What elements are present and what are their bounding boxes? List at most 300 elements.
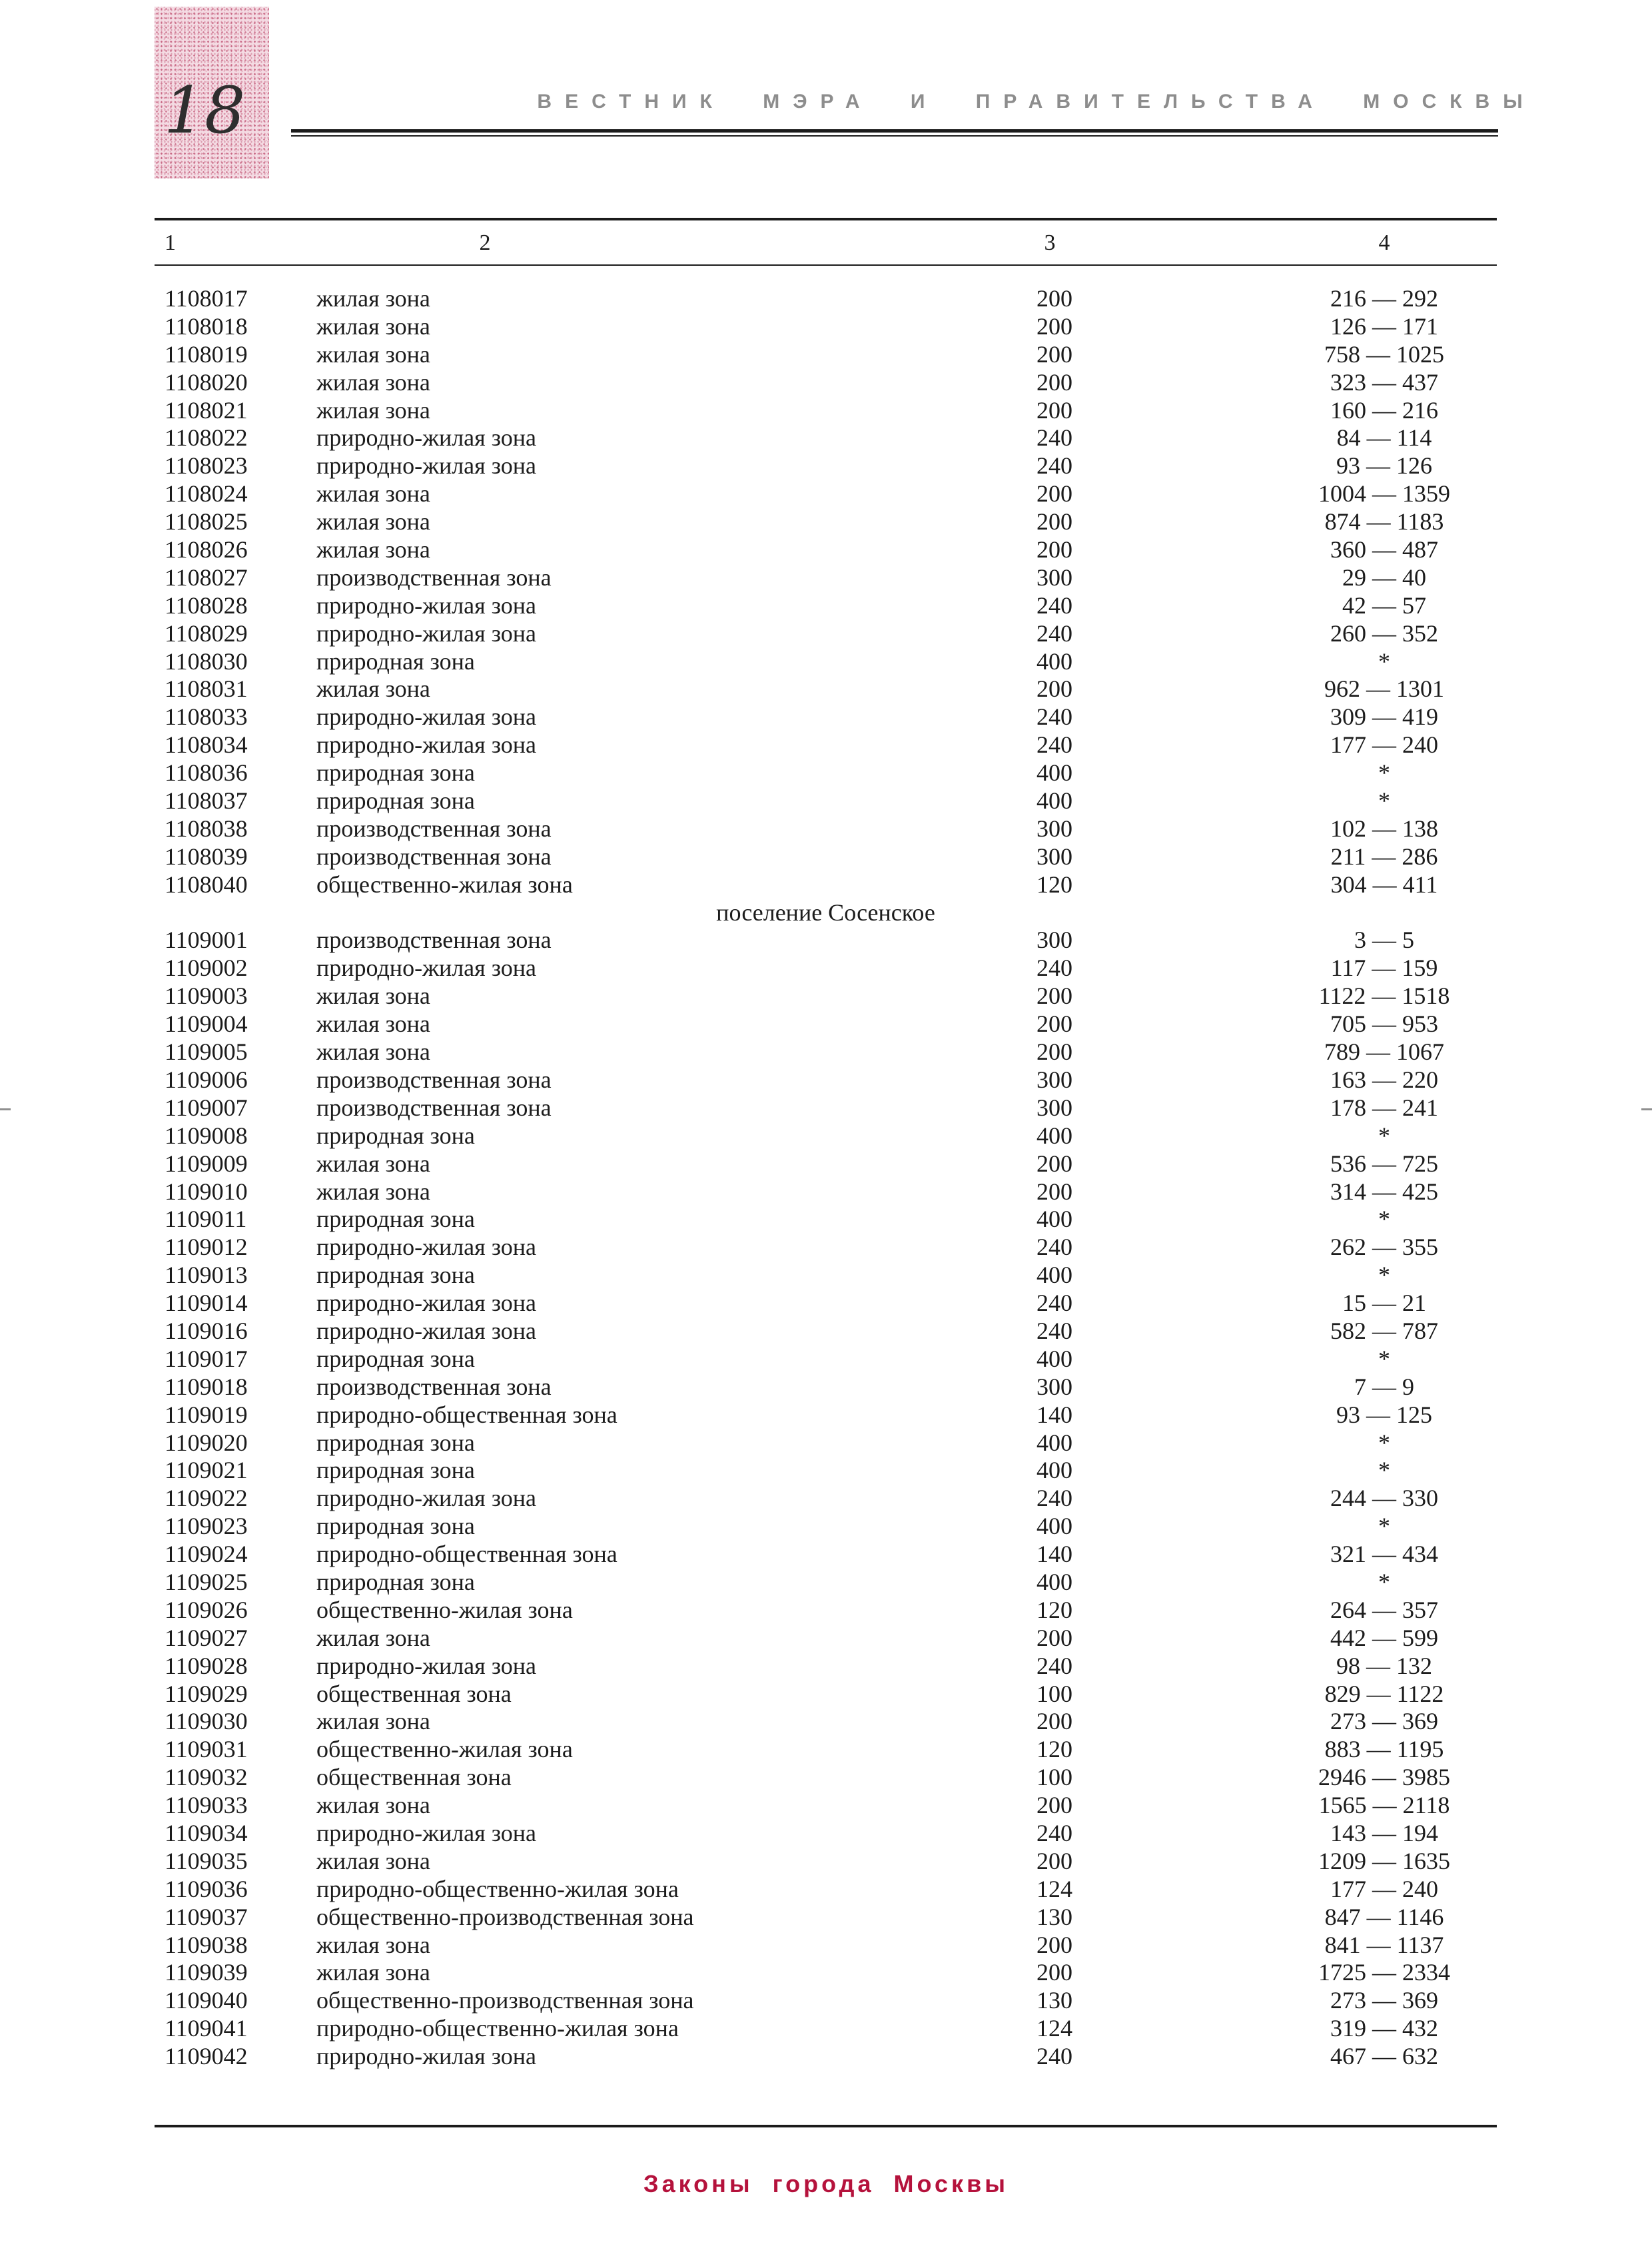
cell-range: 442 — 599 (1330, 1624, 1438, 1651)
cell-range: 260 — 352 (1330, 619, 1438, 647)
cell-zone-type: природно-жилая зона (316, 1317, 536, 1344)
cell-zone-type: природная зона (316, 787, 475, 815)
cell-zone-type: производственная зона (316, 1066, 552, 1093)
cell-range: 319 — 432 (1330, 2015, 1438, 2042)
cell-zone-type: жилая зона (316, 1150, 430, 1177)
cell-range: 314 — 425 (1330, 1178, 1438, 1205)
cell-zone-type: жилая зона (316, 1010, 430, 1038)
table-row (155, 1513, 1497, 1541)
cell-range: 163 — 220 (1330, 1066, 1438, 1093)
cell-coefficient: 240 (1036, 1652, 1072, 1679)
cell-coefficient: 400 (1036, 1206, 1072, 1233)
cell-coefficient: 100 (1036, 1764, 1072, 1791)
cell-code: 1109020 (165, 1429, 248, 1456)
cell-zone-type: природно-жилая зона (316, 703, 536, 731)
cell-code: 1109001 (165, 927, 248, 954)
table-row (155, 1876, 1497, 1904)
cell-range: 178 — 241 (1330, 1094, 1438, 1121)
cell-coefficient: 100 (1036, 1680, 1072, 1707)
table-row (155, 843, 1497, 871)
cell-zone-type: природная зона (316, 1345, 475, 1372)
cell-coefficient: 130 (1036, 1903, 1072, 1930)
cell-zone-type: природно-жилая зона (316, 619, 536, 647)
cell-code: 1109039 (165, 1959, 248, 1986)
table-row (155, 536, 1497, 564)
cell-coefficient: 120 (1036, 871, 1072, 898)
cell-range: 273 — 369 (1330, 1987, 1438, 2014)
cell-code: 1109033 (165, 1792, 248, 1819)
cell-code: 1108039 (165, 843, 248, 870)
cell-range: 1209 — 1635 (1318, 1847, 1450, 1874)
cell-coefficient: 300 (1036, 563, 1072, 591)
table-row (155, 648, 1497, 676)
cell-coefficient: 400 (1036, 647, 1072, 675)
cell-zone-type: жилая зона (316, 396, 430, 424)
cell-code: 1109009 (165, 1150, 248, 1177)
cell-coefficient: 200 (1036, 1792, 1072, 1819)
cell-zone-type: жилая зона (316, 1847, 430, 1874)
cell-coefficient: 400 (1036, 759, 1072, 787)
table-row (155, 1290, 1497, 1317)
cell-range: 93 — 125 (1336, 1401, 1432, 1428)
cell-coefficient: 240 (1036, 1819, 1072, 1846)
cell-range: * (1378, 1513, 1390, 1540)
cell-range: 841 — 1137 (1324, 1931, 1444, 1958)
cell-range: * (1378, 1429, 1390, 1456)
cell-range: 264 — 357 (1330, 1596, 1438, 1623)
table-row (155, 1736, 1497, 1764)
cell-zone-type: общественная зона (316, 1680, 512, 1707)
cell-range: 360 — 487 (1330, 536, 1438, 563)
table-row (155, 1373, 1497, 1401)
cell-coefficient: 300 (1036, 1066, 1072, 1093)
table-row (155, 1457, 1497, 1485)
cell-range: 309 — 419 (1330, 703, 1438, 731)
column-header-rule (155, 264, 1497, 266)
cell-range: 1122 — 1518 (1318, 982, 1450, 1010)
cell-zone-type: жилая зона (316, 1038, 430, 1066)
cell-range: 42 — 57 (1342, 591, 1426, 619)
table-row (155, 787, 1497, 815)
table-row (155, 954, 1497, 982)
cell-coefficient: 240 (1036, 2043, 1072, 2070)
cell-range: 2946 — 3985 (1318, 1764, 1450, 1791)
cell-coefficient: 240 (1036, 1234, 1072, 1261)
table-row (155, 1597, 1497, 1625)
cell-code: 1109008 (165, 1122, 248, 1149)
table-row (155, 731, 1497, 759)
cell-zone-type: общественная зона (316, 1764, 512, 1791)
cell-code: 1109038 (165, 1931, 248, 1958)
cell-range: 93 — 126 (1336, 452, 1432, 480)
cell-code: 1108029 (165, 619, 248, 647)
cell-range: 705 — 953 (1330, 1010, 1438, 1038)
cell-range: 758 — 1025 (1324, 340, 1444, 368)
table-row (155, 1122, 1497, 1150)
table-row (155, 703, 1497, 731)
cell-code: 1108026 (165, 536, 248, 563)
cell-coefficient: 240 (1036, 591, 1072, 619)
cell-code: 1109027 (165, 1624, 248, 1651)
cell-code: 1109025 (165, 1568, 248, 1595)
cell-range: 304 — 411 (1330, 871, 1438, 898)
cell-range: 829 — 1122 (1324, 1680, 1444, 1707)
cell-code: 1108025 (165, 508, 248, 536)
cell-range: 273 — 369 (1330, 1708, 1438, 1735)
cell-coefficient: 400 (1036, 1429, 1072, 1456)
cell-zone-type: общественно-производственная зона (316, 1903, 694, 1930)
cell-zone-type: жилая зона (316, 1792, 430, 1819)
cell-range: * (1378, 1568, 1390, 1595)
cell-zone-type: природная зона (316, 647, 475, 675)
cell-coefficient: 200 (1036, 1150, 1072, 1177)
cell-code: 1109017 (165, 1345, 248, 1372)
cell-coefficient: 400 (1036, 787, 1072, 815)
table-row (155, 675, 1497, 703)
cell-coefficient: 200 (1036, 312, 1072, 340)
table-top-rule (155, 218, 1497, 220)
cell-range: 126 — 171 (1330, 312, 1438, 340)
cell-range: 102 — 138 (1330, 815, 1438, 842)
cell-zone-type: производственная зона (316, 843, 552, 870)
cell-code: 1108018 (165, 312, 248, 340)
cell-zone-type: жилая зона (316, 1931, 430, 1958)
cell-zone-type: природная зона (316, 1429, 475, 1456)
cell-zone-type: природно-жилая зона (316, 1652, 536, 1679)
cell-code: 1109003 (165, 982, 248, 1010)
cell-code: 1109023 (165, 1513, 248, 1540)
cell-coefficient: 240 (1036, 954, 1072, 982)
cell-zone-type: производственная зона (316, 927, 552, 954)
table-row (155, 1625, 1497, 1653)
column-header-1: 1 (165, 230, 176, 255)
cell-coefficient: 240 (1036, 619, 1072, 647)
cell-range: * (1378, 759, 1390, 787)
cell-code: 1109031 (165, 1736, 248, 1763)
cell-range: 143 — 194 (1330, 1819, 1438, 1846)
cell-code: 1108033 (165, 703, 248, 731)
cell-range: 582 — 787 (1330, 1317, 1438, 1344)
cell-coefficient: 200 (1036, 508, 1072, 536)
cell-code: 1108037 (165, 787, 248, 815)
cell-zone-type: природная зона (316, 1206, 475, 1233)
cell-range: * (1378, 647, 1390, 675)
table-row (155, 815, 1497, 843)
table-row (155, 759, 1497, 787)
cell-code: 1109026 (165, 1596, 248, 1623)
cell-code: 1108034 (165, 731, 248, 759)
cell-range: 15 — 21 (1342, 1290, 1426, 1317)
column-header-4: 4 (1378, 230, 1390, 255)
cell-code: 1109016 (165, 1317, 248, 1344)
cell-coefficient: 200 (1036, 1038, 1072, 1066)
cell-zone-type: жилая зона (316, 1178, 430, 1205)
table-row (155, 982, 1497, 1010)
cell-zone-type: природно-жилая зона (316, 1485, 536, 1512)
cell-zone-type: производственная зона (316, 563, 552, 591)
cell-zone-type: общественно-жилая зона (316, 1736, 573, 1763)
cell-code: 1109042 (165, 2043, 248, 2070)
cell-zone-type: жилая зона (316, 340, 430, 368)
cell-zone-type: жилая зона (316, 312, 430, 340)
cell-zone-type: производственная зона (316, 1373, 552, 1400)
cell-zone-type: производственная зона (316, 815, 552, 842)
cell-range: 883 — 1195 (1324, 1736, 1444, 1763)
cell-coefficient: 240 (1036, 731, 1072, 759)
cell-code: 1109040 (165, 1987, 248, 2014)
cell-code: 1108024 (165, 480, 248, 508)
cell-coefficient: 200 (1036, 1624, 1072, 1651)
cell-coefficient: 140 (1036, 1401, 1072, 1428)
table-row (155, 1317, 1497, 1345)
cell-code: 1109022 (165, 1485, 248, 1512)
cell-coefficient: 200 (1036, 1931, 1072, 1958)
cell-code: 1109011 (165, 1206, 247, 1233)
table-row (155, 1262, 1497, 1290)
cell-zone-type: природно-жилая зона (316, 452, 536, 480)
cell-coefficient: 140 (1036, 1541, 1072, 1568)
cell-range: 467 — 632 (1330, 2043, 1438, 2070)
cell-code: 1109019 (165, 1401, 248, 1428)
cell-coefficient: 240 (1036, 1290, 1072, 1317)
cell-coefficient: 200 (1036, 340, 1072, 368)
table-row (155, 1206, 1497, 1234)
table-row (155, 285, 1497, 313)
table-row (155, 592, 1497, 620)
cell-zone-type: жилая зона (316, 1624, 430, 1651)
cell-range: 84 — 114 (1336, 424, 1432, 452)
cell-zone-type: природно-жилая зона (316, 1819, 536, 1846)
cell-range: 177 — 240 (1330, 731, 1438, 759)
cell-coefficient: 200 (1036, 675, 1072, 703)
table-row (155, 1345, 1497, 1373)
table-row (155, 1987, 1497, 2015)
cell-code: 1108023 (165, 452, 248, 480)
cell-code: 1109036 (165, 1875, 248, 1902)
cell-coefficient: 400 (1036, 1122, 1072, 1149)
cell-code: 1109030 (165, 1708, 248, 1735)
table-row (155, 1401, 1497, 1429)
table-row (155, 397, 1497, 425)
cell-code: 1108030 (165, 647, 248, 675)
cell-range: 177 — 240 (1330, 1875, 1438, 1902)
cell-coefficient: 240 (1036, 424, 1072, 452)
cell-coefficient: 400 (1036, 1262, 1072, 1289)
table-row (155, 341, 1497, 369)
cell-code: 1109029 (165, 1680, 248, 1707)
cell-coefficient: 120 (1036, 1596, 1072, 1623)
cell-coefficient: 240 (1036, 452, 1072, 480)
crop-mark-right (1641, 1108, 1652, 1110)
cell-range: 216 — 292 (1330, 285, 1438, 312)
cell-code: 1109012 (165, 1234, 248, 1261)
cell-coefficient: 200 (1036, 1708, 1072, 1735)
cell-zone-type: природно-общественная зона (316, 1401, 618, 1428)
cell-code: 1108017 (165, 285, 248, 312)
table-row (155, 564, 1497, 592)
cell-range: 847 — 1146 (1324, 1903, 1444, 1930)
cell-code: 1108020 (165, 368, 248, 396)
cell-zone-type: природная зона (316, 1262, 475, 1289)
table-row (155, 1038, 1497, 1066)
cell-code: 1108022 (165, 424, 248, 452)
cell-range: 262 — 355 (1330, 1234, 1438, 1261)
cell-coefficient: 300 (1036, 1094, 1072, 1121)
cell-code: 1108031 (165, 675, 248, 703)
cell-zone-type: природно-жилая зона (316, 1234, 536, 1261)
cell-coefficient: 400 (1036, 1568, 1072, 1595)
cell-code: 1109041 (165, 2015, 248, 2042)
table-row (155, 1150, 1497, 1178)
column-header-2: 2 (479, 230, 491, 255)
table-row (155, 424, 1497, 452)
cell-range: 29 — 40 (1342, 563, 1426, 591)
cell-range: 1004 — 1359 (1318, 480, 1450, 508)
cell-range: * (1378, 1206, 1390, 1233)
table-row (155, 452, 1497, 480)
cell-range: 1725 — 2334 (1318, 1959, 1450, 1986)
column-header-3: 3 (1044, 230, 1056, 255)
table-row (155, 313, 1497, 341)
cell-zone-type: природная зона (316, 1513, 475, 1540)
table-row (155, 1094, 1497, 1122)
cell-zone-type: природная зона (316, 1122, 475, 1149)
cell-coefficient: 300 (1036, 927, 1072, 954)
cell-zone-type: природно-общественно-жилая зона (316, 1875, 679, 1902)
cell-zone-type: природно-жилая зона (316, 954, 536, 982)
cell-coefficient: 400 (1036, 1457, 1072, 1484)
table-row (155, 2043, 1497, 2071)
cell-coefficient: 200 (1036, 285, 1072, 312)
table-row (155, 1792, 1497, 1820)
cell-code: 1108021 (165, 396, 248, 424)
cell-zone-type: общественно-жилая зона (316, 1596, 573, 1623)
table-row (155, 1904, 1497, 1932)
table-row (155, 1541, 1497, 1569)
table-row (155, 1708, 1497, 1736)
table-row (155, 2015, 1497, 2043)
cell-range: 789 — 1067 (1324, 1038, 1444, 1066)
table-bottom-rule (155, 2125, 1497, 2127)
cell-coefficient: 300 (1036, 843, 1072, 870)
cell-code: 1109007 (165, 1094, 248, 1121)
cell-coefficient: 300 (1036, 1373, 1072, 1400)
table-row (155, 1932, 1497, 1960)
cell-zone-type: общественно-производственная зона (316, 1987, 694, 2014)
cell-code: 1108028 (165, 591, 248, 619)
table-row (155, 1178, 1497, 1206)
cell-coefficient: 200 (1036, 1847, 1072, 1874)
cell-code: 1109013 (165, 1262, 248, 1289)
cell-code: 1108027 (165, 563, 248, 591)
cell-code: 1109004 (165, 1010, 248, 1038)
table-row (155, 1681, 1497, 1708)
cell-range: 536 — 725 (1330, 1150, 1438, 1177)
table-row (155, 480, 1497, 508)
cell-range: 3 — 5 (1354, 927, 1414, 954)
table-row (155, 369, 1497, 397)
table-row (155, 1485, 1497, 1513)
cell-code: 1108019 (165, 340, 248, 368)
cell-coefficient: 240 (1036, 703, 1072, 731)
cell-range: 117 — 159 (1330, 954, 1438, 982)
cell-coefficient: 200 (1036, 480, 1072, 508)
cell-zone-type: природно-жилая зона (316, 2043, 536, 2070)
cell-range: 98 — 132 (1336, 1652, 1432, 1679)
cell-zone-type: природная зона (316, 759, 475, 787)
cell-code: 1109010 (165, 1178, 248, 1205)
table-row (155, 1429, 1497, 1457)
cell-coefficient: 400 (1036, 1513, 1072, 1540)
cell-zone-type: природно-общественная зона (316, 1541, 618, 1568)
cell-coefficient: 240 (1036, 1317, 1072, 1344)
cell-coefficient: 124 (1036, 2015, 1072, 2042)
table-row (155, 1959, 1497, 1987)
table-row (155, 1234, 1497, 1262)
cell-zone-type: жилая зона (316, 368, 430, 396)
masthead-title: ВЕСТНИК МЭРА И ПРАВИТЕЛЬСТВА МОСКВЫ (537, 91, 1536, 113)
cell-code: 1109021 (165, 1457, 248, 1484)
table-row (155, 871, 1497, 899)
table-row (155, 620, 1497, 648)
cell-range: * (1378, 1345, 1390, 1372)
cell-coefficient: 200 (1036, 536, 1072, 563)
cell-range: * (1378, 787, 1390, 815)
cell-coefficient: 200 (1036, 1959, 1072, 1986)
cell-code: 1109014 (165, 1290, 248, 1317)
cell-range: * (1378, 1122, 1390, 1149)
crop-mark-left (0, 1108, 11, 1110)
cell-code: 1109028 (165, 1652, 248, 1679)
cell-code: 1109034 (165, 1819, 248, 1846)
cell-range: * (1378, 1457, 1390, 1484)
cell-zone-type: природная зона (316, 1457, 475, 1484)
table-row (155, 927, 1497, 954)
cell-zone-type: жилая зона (316, 508, 430, 536)
cell-range: 244 — 330 (1330, 1485, 1438, 1512)
table-row (155, 1820, 1497, 1848)
cell-coefficient: 200 (1036, 368, 1072, 396)
cell-zone-type: природная зона (316, 1568, 475, 1595)
cell-coefficient: 120 (1036, 1736, 1072, 1763)
cell-zone-type: природно-общественно-жилая зона (316, 2015, 679, 2042)
cell-range: 211 — 286 (1330, 843, 1438, 870)
cell-coefficient: 200 (1036, 982, 1072, 1010)
cell-zone-type: жилая зона (316, 1959, 430, 1986)
cell-zone-type: жилая зона (316, 536, 430, 563)
cell-code: 1109018 (165, 1373, 248, 1400)
table-row (155, 1764, 1497, 1792)
cell-zone-type: природно-жилая зона (316, 424, 536, 452)
cell-zone-type: природно-жилая зона (316, 731, 536, 759)
cell-coefficient: 200 (1036, 396, 1072, 424)
cell-range: 323 — 437 (1330, 368, 1438, 396)
cell-code: 1108036 (165, 759, 248, 787)
cell-zone-type: жилая зона (316, 675, 430, 703)
cell-code: 1109035 (165, 1847, 248, 1874)
table-row (155, 1653, 1497, 1681)
table-section-row: поселение Сосенское (716, 899, 935, 926)
cell-range: 160 — 216 (1330, 396, 1438, 424)
cell-code: 1108038 (165, 815, 248, 842)
page-number: 18 (164, 73, 246, 148)
cell-range: * (1378, 1262, 1390, 1289)
cell-range: 321 — 434 (1330, 1541, 1438, 1568)
cell-zone-type: жилая зона (316, 285, 430, 312)
cell-range: 1565 — 2118 (1318, 1792, 1450, 1819)
table-row (155, 1066, 1497, 1094)
cell-coefficient: 200 (1036, 1178, 1072, 1205)
